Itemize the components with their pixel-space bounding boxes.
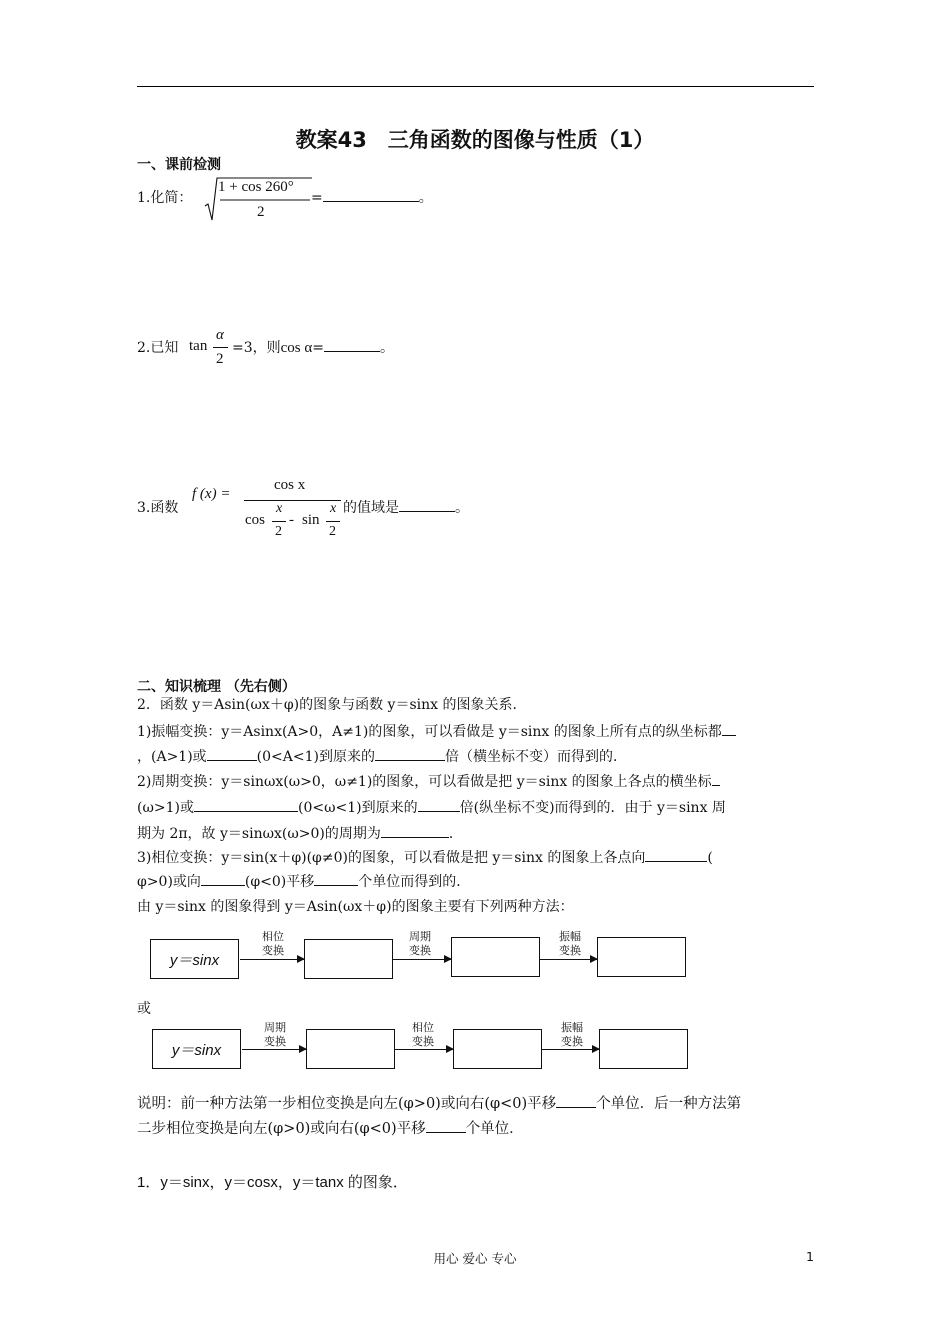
flow1-box-4 <box>597 937 686 977</box>
q1-denominator: 2 <box>257 204 265 220</box>
q1-equals: = <box>311 190 323 206</box>
note-d: 个单位． <box>465 1121 524 1137</box>
flow2-arrow-3 <box>542 1049 599 1050</box>
amplitude-blank-2[interactable] <box>207 745 257 761</box>
page-title: 教案43 三角函数的图像与性质（1） <box>295 128 655 152</box>
question-3 <box>137 496 178 520</box>
q3-numerator: cos x <box>274 477 306 493</box>
q2-end: 。 <box>379 340 394 356</box>
flow2-step3-label <box>550 1021 594 1049</box>
flow2-step2-label <box>401 1021 445 1049</box>
amplitude-text: 1)振幅变换：y＝Asinx(A>0，A≠1)的图象，可以看做是 y＝sinx 的图象上所有点的纵坐标都 <box>137 724 722 740</box>
period-blank-3[interactable] <box>418 796 460 812</box>
footer-motto: 用心 爱心 专心 <box>433 1251 517 1266</box>
flow1-arrow-2 <box>393 959 451 960</box>
q3-den-cos-x: x <box>276 501 283 516</box>
line-amplitude-2 <box>137 745 627 769</box>
section-heading-pretest: 一、课前检测 <box>137 157 221 173</box>
period-c: 倍(纵坐标不变)而得到的．由于 y＝sinx 周 <box>459 800 726 816</box>
q3-end: 。 <box>455 500 469 516</box>
note-line-1 <box>137 1092 741 1116</box>
flow1-arrow-1 <box>240 959 304 960</box>
q3-rest <box>343 496 469 520</box>
flow2-box-4 <box>599 1029 688 1069</box>
q1-numerator: 1 + cos 260° <box>218 179 294 195</box>
flow1-arrow-3 <box>540 959 597 960</box>
flow2-arrow-2 <box>395 1049 453 1050</box>
q2-prefix: 2.已知 <box>137 340 179 356</box>
q3-den-cos: cos <box>245 512 265 528</box>
q1-prefix: 1.化简： <box>137 190 193 206</box>
period-e: ． <box>448 826 463 842</box>
line-period-3 <box>137 822 463 846</box>
flow2-step2-line2: 变换 <box>412 1035 434 1048</box>
item-1-heading: 1．y＝sinx，y＝cosx，y＝tanx 的图象． <box>137 1174 408 1191</box>
line-intro: 2．函数 y＝Asin(ωx＋φ)的图象与函数 y＝sinx 的图象关系． <box>137 697 527 713</box>
note-a: 说明：前一种方法第一步相位变换是向左(φ>0)或向右(φ<0)平移 <box>137 1096 557 1112</box>
flow1-step1-label <box>251 930 295 958</box>
amplitude-b: (0<A<1)到原来的 <box>256 749 375 765</box>
q2-cos: cos α <box>280 340 313 356</box>
page-number: 1 <box>806 1249 814 1264</box>
flow1-start-label: y＝sinx <box>169 951 220 969</box>
flow1-step3-line1: 振幅 <box>559 930 581 943</box>
question-1 <box>137 186 192 210</box>
phase-a: φ>0)或向 <box>137 874 201 890</box>
flow2-step1-label <box>253 1021 297 1049</box>
note-c: 二步相位变换是向左(φ>0)或向右(φ<0)平移 <box>137 1121 426 1137</box>
note-blank-1[interactable] <box>556 1092 596 1108</box>
phase-blank-1[interactable] <box>645 846 707 862</box>
flow2-step3-line1: 振幅 <box>561 1021 583 1034</box>
phase-blank-2[interactable] <box>201 870 245 886</box>
q1-end: 。 <box>418 190 433 206</box>
period-a: (ω>1)或 <box>137 800 194 816</box>
q2-mid: =3，则 <box>232 340 281 356</box>
flow2-step3-line2: 变换 <box>561 1035 583 1048</box>
q2-tan: tan <box>189 338 208 354</box>
flow1-step3-label <box>548 930 592 958</box>
period-d: 期为 2π，故 y＝sinωx(ω>0)的周期为 <box>137 826 381 842</box>
period-blank-4[interactable] <box>381 822 449 838</box>
question-2 <box>137 336 178 360</box>
note-line-2 <box>137 1117 524 1141</box>
note-blank-2[interactable] <box>426 1117 466 1133</box>
note-b: 个单位．后一种方法第 <box>596 1096 742 1112</box>
flow1-step1-line1: 相位 <box>262 930 284 943</box>
header-rule <box>137 86 814 87</box>
q2-blank[interactable] <box>324 336 380 352</box>
flow2-box-2 <box>306 1029 395 1069</box>
amplitude-blank-1[interactable] <box>722 720 736 736</box>
period-b: (0<ω<1)到原来的 <box>297 800 418 816</box>
flow2-box-3 <box>453 1029 542 1069</box>
flow1-start-box <box>150 939 239 979</box>
q3-blank[interactable] <box>399 496 455 512</box>
amplitude-a: ，(A>1)或 <box>137 749 207 765</box>
q3-den-sin: sin <box>302 512 320 528</box>
flow2-step2-line1: 相位 <box>412 1021 434 1034</box>
q2-equals: = <box>312 340 324 356</box>
line-phase-2 <box>137 870 470 894</box>
q2-fraction-bar <box>213 347 228 348</box>
phase-b: (φ<0)平移 <box>244 874 315 890</box>
line-period-1 <box>137 770 720 794</box>
q1-blank[interactable] <box>323 186 419 202</box>
phase-text: 3)相位变换：y＝sin(x＋φ)(φ≠0)的图象，可以看做是把 y＝sinx 的图象上各点向 <box>137 850 646 866</box>
q3-function: f (x) = <box>192 486 231 502</box>
amplitude-c: 倍（横坐标不变）而得到的． <box>444 749 627 765</box>
q3-den-sin-x: x <box>330 501 337 516</box>
flow2-start-box <box>152 1029 241 1069</box>
flow1-box-2 <box>304 939 393 979</box>
q3-prefix: 3.函数 <box>137 500 179 516</box>
q3-minus: - <box>289 512 294 528</box>
line-period-2 <box>137 796 726 820</box>
q2-denominator: 2 <box>216 351 224 367</box>
period-text: 2)周期变换：y＝sinωx(ω>0，ω≠1)的图象，可以看做是把 y＝sinx 的图象上各点的横坐标 <box>137 774 712 790</box>
q3-den-cos-bar <box>272 521 286 522</box>
flow2-arrow-1 <box>242 1049 306 1050</box>
q3-den-sin-bar <box>326 521 340 522</box>
amplitude-blank-3[interactable] <box>375 745 445 761</box>
or-text: 或 <box>137 1001 151 1017</box>
line-phase-1 <box>137 846 713 870</box>
q3-mid: 的值域是 <box>343 500 399 516</box>
flow1-step2-line2: 变换 <box>409 944 431 957</box>
phase-c: 个单位而得到的． <box>358 874 471 890</box>
flow1-step3-line2: 变换 <box>559 944 581 957</box>
flow2-start-label: y＝sinx <box>171 1041 222 1059</box>
phase-blank-3[interactable] <box>314 870 358 886</box>
line-amplitude-1 <box>137 720 736 744</box>
flow2-step1-line1: 周期 <box>264 1021 286 1034</box>
q2-numerator: α <box>216 327 224 343</box>
section-heading-knowledge: 二、知识梳理 （先右侧） <box>137 679 296 695</box>
q3-den-cos-2: 2 <box>275 524 282 539</box>
flow1-step2-label <box>398 930 442 958</box>
q1-answer <box>311 186 433 210</box>
flow1-step1-line2: 变换 <box>262 944 284 957</box>
flow1-box-3 <box>451 937 540 977</box>
period-blank-2[interactable] <box>194 796 298 812</box>
q3-fraction-bar <box>244 500 341 501</box>
phase-paren: ( <box>707 850 713 866</box>
flow1-step2-line1: 周期 <box>409 930 431 943</box>
period-blank-1[interactable] <box>712 770 720 786</box>
flow2-step1-line2: 变换 <box>264 1035 286 1048</box>
q3-den-sin-2: 2 <box>329 524 336 539</box>
line-methods: 由 y＝sinx 的图象得到 y＝Asin(ωx＋φ)的图象主要有下列两种方法： <box>137 899 574 915</box>
q2-rest <box>232 336 394 360</box>
